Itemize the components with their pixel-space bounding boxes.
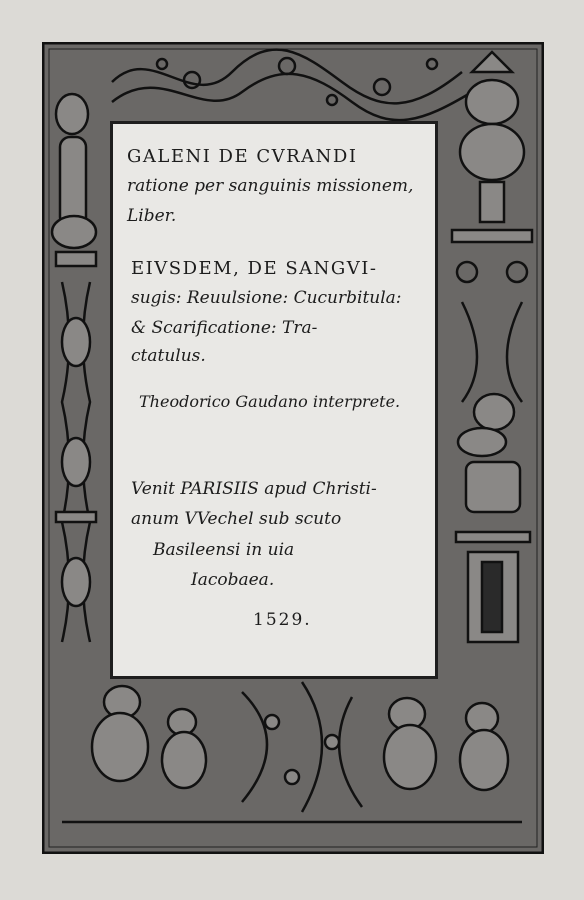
imprint-line-1: Venit PARISIIS apud Christi- xyxy=(131,479,377,499)
subtitle-line-2: sugis: Reuulsione: Cucurbitula: xyxy=(131,288,402,308)
imprint-line-4: Iacobaea. xyxy=(191,570,275,590)
publication-year: 1529. xyxy=(253,610,312,630)
subtitle-line-4: ctatulus. xyxy=(131,346,206,366)
title-line-1: GALENI DE CVRANDI xyxy=(127,146,358,167)
title-line-2: ratione per sanguinis missionem, xyxy=(127,176,414,196)
imprint-line-3: Basileensi in uia xyxy=(153,540,295,560)
title-text-panel xyxy=(110,121,438,679)
imprint-line-2: anum VVechel sub scuto xyxy=(131,509,342,529)
subtitle-line-1: EIVSDEM, DE SANGVI- xyxy=(131,258,378,279)
title-line-3: Liber. xyxy=(127,206,177,226)
translator-line: Theodorico Gaudano interprete. xyxy=(139,392,401,411)
subtitle-line-3: & Scarificatione: Tra- xyxy=(131,318,318,338)
